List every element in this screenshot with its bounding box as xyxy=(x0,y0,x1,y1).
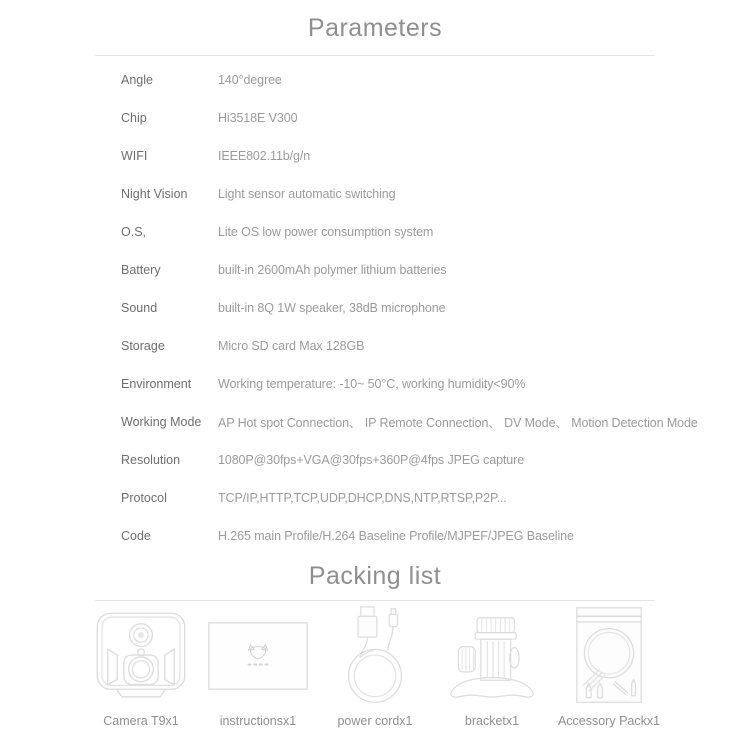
packing-list-title: Packing list xyxy=(308,562,442,590)
pack-caption: Accessory Packx1 xyxy=(557,714,661,728)
trail-camera-icon xyxy=(84,609,198,703)
pack-item-instructions xyxy=(202,605,314,728)
parameters-table xyxy=(95,61,698,555)
param-label: Protocol xyxy=(121,491,167,505)
param-row-working-mode xyxy=(95,403,698,441)
pack-caption: Camera T9x1 xyxy=(103,714,179,728)
param-label: Working Mode xyxy=(121,415,202,429)
param-label: Resolution xyxy=(121,453,181,467)
param-label: Chip xyxy=(121,111,147,125)
param-row-battery xyxy=(95,251,655,289)
param-row-os xyxy=(95,213,655,251)
param-label: WIFI xyxy=(121,149,148,163)
param-label: Angle xyxy=(121,73,153,87)
param-row-code xyxy=(95,517,655,555)
pack-caption: instructionsx1 xyxy=(219,714,297,728)
param-row-environment xyxy=(95,365,655,403)
param-value: TCP/IP,HTTP,TCP,UDP,DHCP,DNS,NTP,RTSP,P2P... xyxy=(218,491,507,505)
param-label: O.S, xyxy=(121,225,147,239)
param-label: Battery xyxy=(121,263,161,277)
param-row-resolution xyxy=(95,441,655,479)
pack-caption: bracketx1 xyxy=(464,714,520,728)
param-value: H.265 main Profile/H.264 Baseline Profile/MJPEF/JPEG Baseline xyxy=(218,529,574,543)
pack-item-bracket xyxy=(436,605,548,728)
param-value: Hi3518E V300 xyxy=(218,111,298,125)
param-value: 140°degree xyxy=(218,73,282,87)
param-label: Code xyxy=(121,529,151,543)
param-label: Environment xyxy=(121,377,192,391)
parameters-title: Parameters xyxy=(307,14,443,42)
param-label: Night Vision xyxy=(121,187,188,201)
accessory-bag-icon xyxy=(570,604,648,708)
param-value: AP Hot spot Connection、 IP Remote Connection、 DV Mode、 Motion Detection Mode xyxy=(218,416,698,430)
pack-item-power-cord xyxy=(319,605,431,728)
mount-bracket-icon xyxy=(436,609,548,703)
param-row-night-vision xyxy=(95,175,655,213)
param-row-sound xyxy=(95,289,655,327)
instruction-booklet-icon xyxy=(206,620,310,692)
pack-item-accessory-pack xyxy=(553,605,665,728)
usb-cable-icon xyxy=(332,604,418,708)
packing-items xyxy=(85,605,665,728)
param-value: Lite OS low power consumption system xyxy=(218,225,434,239)
pack-caption: power cordx1 xyxy=(337,714,413,728)
param-value: Light sensor automatic switching xyxy=(218,187,396,201)
param-value: IEEE802.11b/g/n xyxy=(218,149,311,163)
param-row-wifi xyxy=(95,137,655,175)
param-row-storage xyxy=(95,327,655,365)
param-value: built-in 2600mAh polymer lithium batteries xyxy=(218,263,447,277)
param-row-chip xyxy=(95,99,655,137)
param-value: built-in 8Q 1W speaker, 38dB microphone xyxy=(218,301,446,315)
param-row-angle xyxy=(95,61,655,99)
pack-item-camera xyxy=(85,605,197,728)
param-label: Storage xyxy=(121,339,165,353)
param-value: Micro SD card Max 128GB xyxy=(218,339,365,353)
param-value: Working temperature: -10~ 50°C, working humidity<90% xyxy=(218,377,526,391)
divider xyxy=(95,55,655,56)
param-row-protocol xyxy=(95,479,655,517)
param-value: 1080P@30fps+VGA@30fps+360P@4fps JPEG capture xyxy=(218,453,525,467)
divider xyxy=(95,600,655,601)
param-label: Sound xyxy=(121,301,158,315)
